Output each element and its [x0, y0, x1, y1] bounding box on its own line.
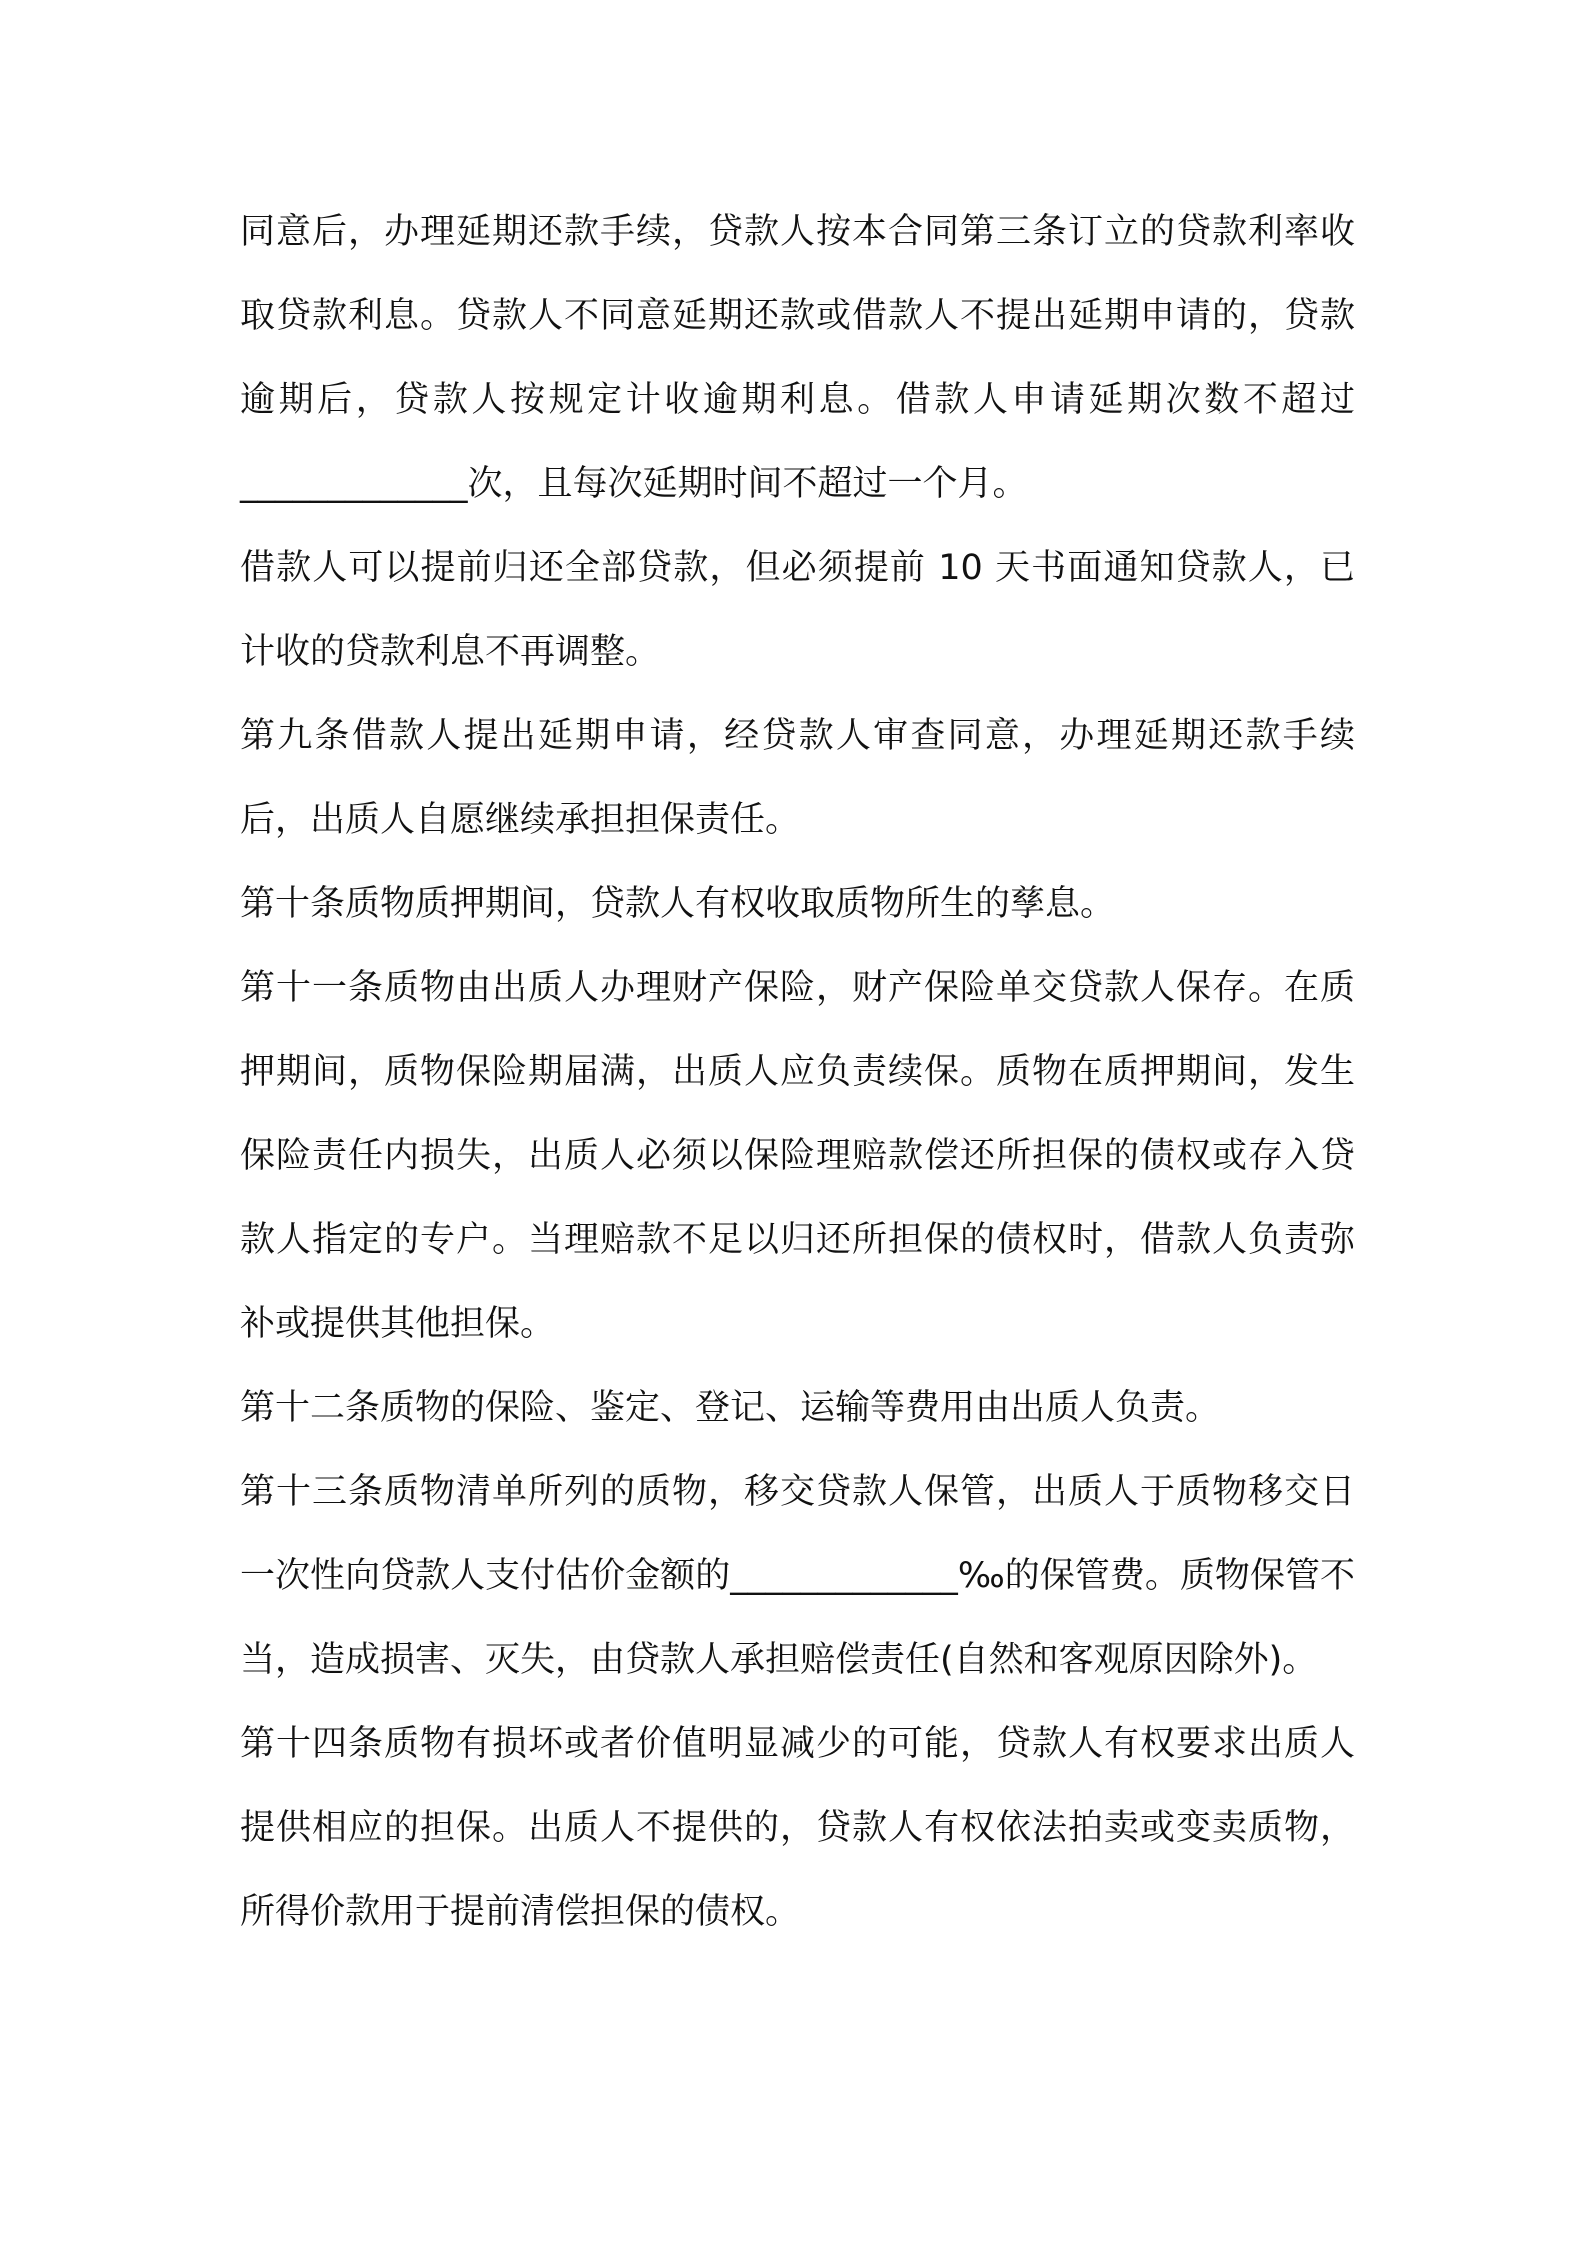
paragraph-article-13 — [240, 1450, 1355, 1702]
paragraph-text: 第九条借款人提出延期申请，经贷款人审查同意，办理延期还款手续后，出质人自愿继续承担担保责任。 — [240, 716, 1355, 840]
paragraph-text: 第十条质物质押期间，贷款人有权收取质物所生的孳息。 — [240, 884, 1116, 924]
document-body — [240, 190, 1355, 1954]
paragraph-text: 第十三条质物清单所列的质物，移交贷款人保管，出质人于质物移交日一次性向贷款人支付估价金额的_____________‰的保管费。质物保管不当，造成损害、灭失，由贷款人承担赔偿责任(自然和客观原因除外)。 — [240, 1472, 1355, 1680]
paragraph-text: 第十一条质物由出质人办理财产保险，财产保险单交贷款人保存。在质押期间，质物保险期届满，出质人应负责续保。质物在质押期间，发生保险责任内损失，出质人必须以保险理赔款偿还所担保的债权或存入贷款人指定的专户。当理赔款不足以归还所担保的债权时，借款人负责弥补或提供其他担保。 — [240, 968, 1355, 1344]
paragraph-article-10 — [240, 862, 1355, 946]
paragraph-extension-terms — [240, 190, 1355, 526]
paragraph-early-repayment — [240, 526, 1355, 694]
paragraph-article-14 — [240, 1702, 1355, 1954]
paragraph-article-12 — [240, 1366, 1355, 1450]
paragraph-article-11 — [240, 946, 1355, 1366]
paragraph-text: 第十二条质物的保险、鉴定、登记、运输等费用由出质人负责。 — [240, 1388, 1221, 1428]
paragraph-text: 借款人可以提前归还全部贷款，但必须提前 10 天书面通知贷款人，已计收的贷款利息不再调整。 — [240, 548, 1355, 672]
paragraph-text: 第十四条质物有损坏或者价值明显减少的可能，贷款人有权要求出质人提供相应的担保。出质人不提供的，贷款人有权依法拍卖或变卖质物，所得价款用于提前清偿担保的债权。 — [240, 1724, 1355, 1932]
paragraph-text: 同意后，办理延期还款手续，贷款人按本合同第三条订立的贷款利率收取贷款利息。贷款人不同意延期还款或借款人不提出延期申请的，贷款逾期后，贷款人按规定计收逾期利息。借款人申请延期次数不超过_____________次，且每次延期时间不超过一个月。 — [240, 212, 1355, 504]
paragraph-article-9 — [240, 694, 1355, 862]
